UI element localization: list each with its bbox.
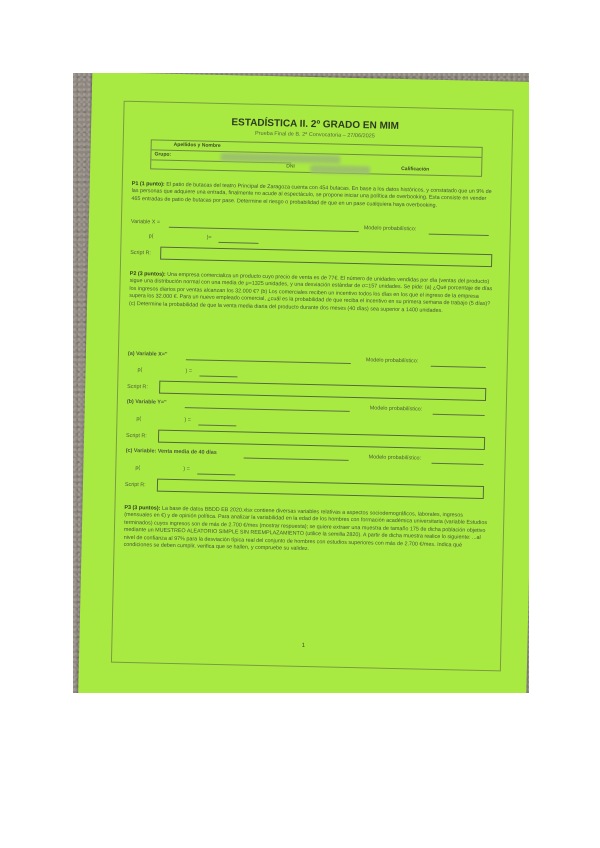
p2b-model-label: Modelo probabilístico: [369, 405, 423, 413]
p2c-model-label: Modelo probabilístico: [368, 454, 422, 462]
p2b-script-label: Script R: [126, 432, 147, 440]
page-number: 1 [301, 642, 306, 649]
grade-label: Calificación [401, 166, 430, 173]
p2a-prob-eq: ) = [185, 368, 193, 375]
p2c-variable-label: (c) Variable: Venta media de 40 días [125, 447, 217, 456]
p2-text: Una empresa comercializa un producto cuyo precio de venta es de 77€. El número de unidades vendidas por día (ventas del producto) sigue una distribución normal con una media de μ=1325 unidades, y una desviación estándar de σ=157 unidades. Se pide: (a) ¿Qué porcentaje de días los ingresos diarios por ventas alcanzan los 32.000 €? (b) Los comerciales reciben un incentivo todos los días en los que el ingreso de la empresa supera los 32.000 €. Para un nuevo empleado comercial, ¿cuál es la probabilidad de que reciba el incentivo en su primera semana de trabajo (5 días)? (c) Determine la probabilidad de que la venta media diaria del producto durante dos meses (40 días) sea superior a 1400 unidades. [129, 271, 493, 314]
p2c-prob-label: p( [135, 465, 141, 472]
p1-prob-eq: )= [206, 234, 212, 241]
exam-subtitle: Prueba Final de B. 2ª Convocatoria – 27/06/2025 [255, 130, 375, 140]
p3-heading: P3 (3 puntos): [124, 504, 161, 512]
exam-title: ESTADÍSTICA II. 2º GRADO EN MIM [231, 117, 400, 132]
p2a-prob-label: p( [137, 367, 143, 374]
redacted-dni [310, 165, 370, 174]
p2c-prob-eq: ) = [183, 466, 190, 473]
p2a-model-label: Modelo probabilístico: [365, 357, 419, 365]
p1-variable-label: Variable X = [130, 218, 161, 226]
exam-sheet [78, 73, 529, 693]
p3-text: La base de datos BBDD EB 2020.xlsx contiene diversas variables relativas a aspectos sociodemográficos, laborales, ingresos (mensuales en €) y de opinión política. Para analizar la variabilidad en la edad de los hombres con formación académica universitaria (variable Estudios terminados) cuyos ingresos son de más de 2.700 €/mes (mostrar respuesta); se quiere extraer una muestra de tamaño 175 de dicha población objetivo mediante un MUESTREO ALEATORIO SIMPLE SIN REEMPLAZAMIENTO (utilice la semilla 2820). A partir de dicha muestra realice lo siguiente: ...al nivel de confianza al 97% para la desviación típica real del conjunto de hombres con estudios superiores con más de 2.700 €/mes. Indica qué condiciones se deben cumplir, verifica que se hallen, y compruebe su validez. [123, 505, 488, 553]
p1-text: El patio de butacas del teatro Principal de Zaragoza cuenta con 454 butacas. En base a los datos históricos, y constatado que un 9% de las personas que adquiere una entrada, finalmente no acude al espectáculo, se propone iniciar una política de overbooking. Esta consiste en vender 465 entradas de patio de butacas por pase. Determine el riesgo o probabilidad de que en un pase cualquiera haya overbooking. [131, 181, 492, 209]
dni-label: DNI [286, 163, 295, 170]
p2c-script-label: Script R: [124, 481, 146, 489]
p2a-variable-label: (a) Variable X=" [127, 350, 168, 358]
p1-script-label: Script R: [130, 249, 151, 257]
p3-statement [123, 505, 489, 558]
p2-heading: P2 (3 puntos): [129, 270, 166, 278]
photo-background [73, 73, 529, 693]
p1-prob-label: p( [148, 233, 154, 240]
group-label: Grupo: [154, 151, 172, 158]
p1-heading: P1 (1 punto): [131, 180, 165, 188]
p1-model-label: Modelo probabilístico: [363, 225, 417, 233]
p2a-script-label: Script R: [127, 383, 148, 391]
p2b-prob-eq: ) = [184, 417, 191, 424]
p2b-variable-label: (b) Variable Y=" [126, 398, 167, 406]
name-label: Apellidos y Nombre [173, 141, 221, 149]
p2b-prob-label: p( [136, 416, 142, 423]
